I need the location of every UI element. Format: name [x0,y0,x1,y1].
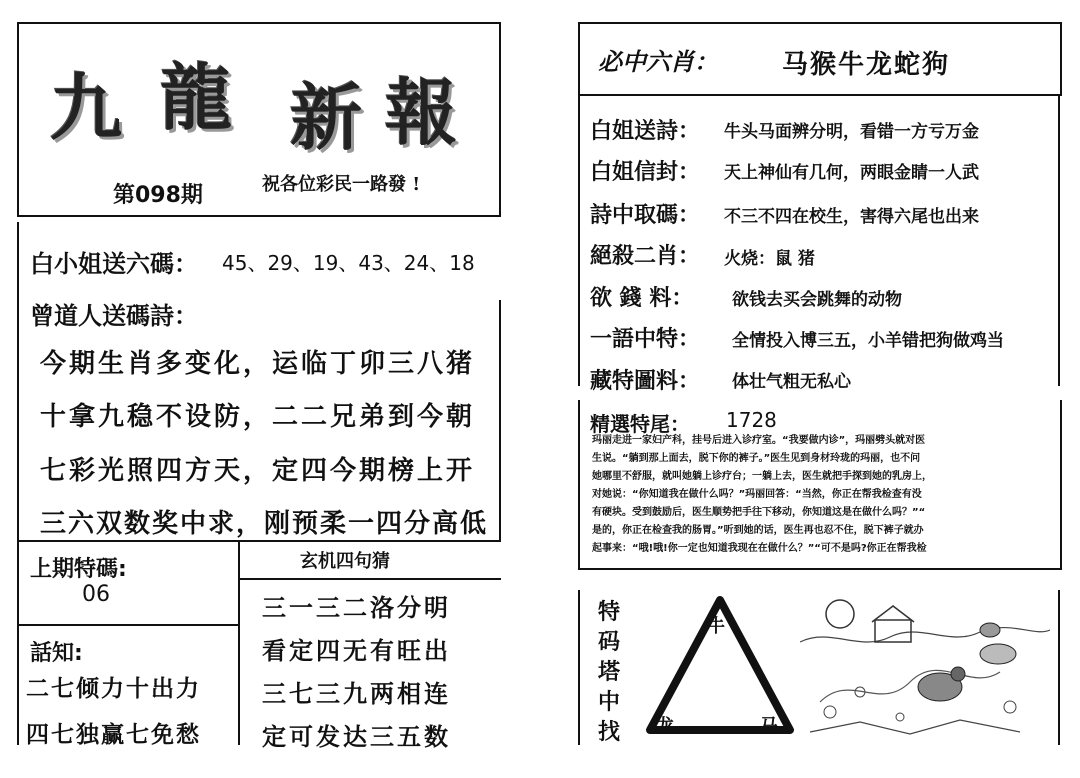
tower-label-5: 找 [598,720,621,745]
slogan: 祝各位彩民一路發 ! [262,174,421,195]
row-value-5: 欲钱去买会跳舞的动物 [732,290,902,310]
riddle-title: 玄机四句猜 [300,551,390,572]
poem-line-2: 十拿九稳不设防，二二兄弟到今朝 [40,402,476,432]
scenery-illustration [800,592,1050,742]
tail-value: 1728 [726,408,777,432]
rows-right-border [1058,96,1060,386]
tower-label-2: 码 [598,630,621,655]
riddle-line-3: 三七三九两相连 [262,680,451,708]
story-line-7: 起事来：“哦!哦!你一定也知道我现在在做什么？”“可不是吗?你正在帮我检 [592,543,927,554]
row-label-7: 藏特圖料： [590,369,701,394]
story-line-1: 玛丽走进一家妇产科，挂号后进入诊疗室。“我要做内诊”，玛丽劈头就对医 [592,435,926,446]
story-line-4: 对她说：“你知道我在做什么吗？”玛丽回答：“当然，你正在帮我检查有没 [592,489,922,500]
row-value-1: 牛头马面辨分明，看错一方亏万金 [724,122,979,142]
zodiac-label: 必中六肖： [598,47,718,76]
rows-left-border [578,96,580,386]
riddle-line-2: 看定四无有旺出 [262,637,451,665]
tail-label: 精選特尾： [590,412,690,436]
row-label-2: 白姐信封： [590,160,701,185]
last-code-label: 上期特碼: [30,557,127,582]
tower-label-4: 中 [598,690,621,715]
tower-right-zodiac: 马 [760,716,778,737]
hint-line-1: 二七倾力十出力 [26,676,201,702]
left-border [17,222,19,540]
riddle-line-4: 定可发达三五数 [262,723,451,751]
story-line-6: 是的，你正在检查我的肠胃。”听到她的话，医生再也忍不住，脱下裤子就办 [592,525,924,536]
tower-right-border [1058,590,1060,745]
row-value-2: 天上神仙有几何，两眼金睛一人武 [724,163,979,183]
title-char-1: 九 [50,65,123,150]
six-codes-value: 45、29、19、43、24、18 [222,251,475,275]
hint-label: 話知: [30,641,83,666]
last-code-value: 06 [82,582,110,607]
row-label-1: 白姐送詩： [590,119,701,144]
row-value-3: 不三不四在校生，害得六尾也出来 [724,207,979,227]
poem-line-3: 七彩光照四方天，定四今期榜上开 [40,456,476,486]
story-line-2: 生说。“躺到那上面去，脱下你的裤子。”医生见到身材玲珑的玛丽，也不问 [592,453,921,464]
row-label-4: 絕殺二肖： [590,244,701,269]
zodiac-value: 马猴牛龙蛇狗 [782,50,951,80]
tower-label-3: 塔 [598,660,621,685]
hint-line-2: 四七独赢七免愁 [26,722,201,748]
row-value-7: 体壮气粗无私心 [732,372,851,392]
poem-line-4: 三六双数奖中求，刚预柔一四分高低 [40,509,489,539]
poem-line-1: 今期生肖多变化，运临丁卯三八猪 [40,349,476,379]
row-value-6: 全情投入博三五，小羊错把狗做鸡当 [732,331,1004,351]
left-border-bottom [17,540,19,745]
tower-left-zodiac: 龙 [656,716,674,737]
row-label-6: 一語中特： [590,327,701,352]
tower-left-border [578,590,580,745]
row-label-5: 欲 錢 料： [590,286,694,311]
poem-label: 曾道人送碼詩： [30,302,198,330]
tower-top-zodiac: 牛 [707,616,725,637]
title-char-2: 龍 [160,55,233,140]
title-char-4: 報 [385,70,458,155]
riddle-line-1: 三一三二洛分明 [262,594,451,622]
six-codes-label: 白小姐送六碼： [30,250,198,278]
right-border [499,300,501,540]
story-line-3: 她哪里不舒服，就叫她躺上诊疗台；一躺上去，医生就把手探到她的乳房上， [592,471,932,482]
story-line-5: 有硬块。受到鼓励后，医生顺势把手往下移动，你知道这是在做什么吗？”“ [592,507,926,518]
row-value-4: 火烧：鼠 猪 [724,249,815,269]
divider-riddle [238,578,501,580]
row-label-3: 詩中取碼： [590,203,701,228]
divider-last-code [17,624,238,626]
tower-label-1: 特 [598,600,621,625]
issue-number: 第098期 [113,183,203,208]
divider-bottom [17,540,501,542]
divider-mid [238,540,240,745]
title-char-3: 新 [290,75,363,160]
